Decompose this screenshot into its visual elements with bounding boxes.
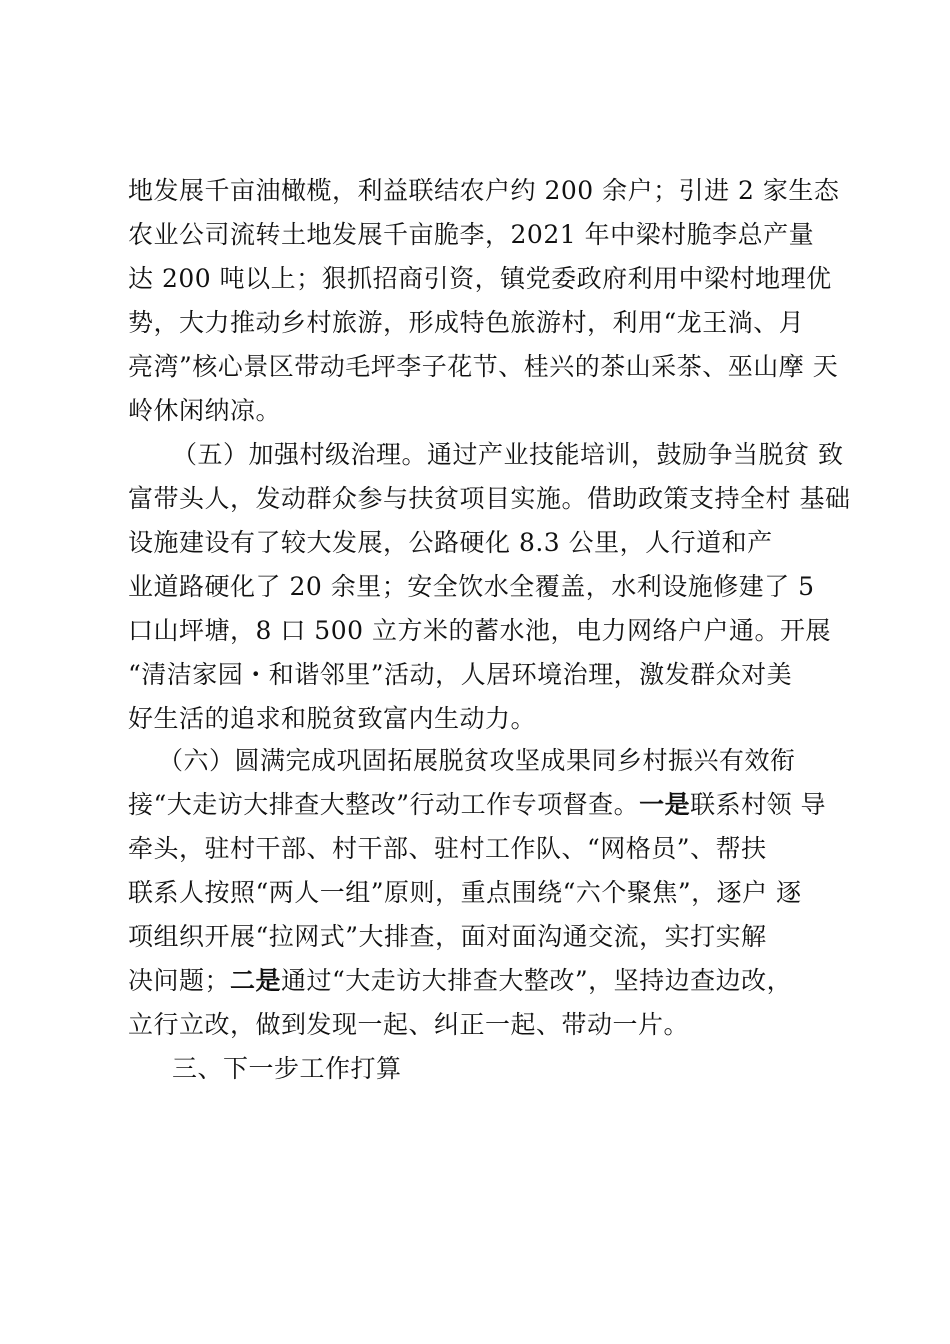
text-run: 接“大走访大排查大整改”行动工作专项督查。	[128, 790, 640, 819]
text-line: 富带头人，发动群众参与扶贫项目实施。借助政策支持全村 基础	[128, 484, 851, 513]
text-line: 业道路硬化了 20 余里；安全饮水全覆盖，水利设施修建了 5	[128, 572, 815, 601]
text-line: 联系人按照“两人一组”原则，重点围绕“六个聚焦”，逐户 逐	[128, 878, 802, 907]
text-run: 决问题；	[128, 966, 231, 995]
text-run: 通过“大走访大排查大整改”，坚持边查边改，	[281, 966, 793, 995]
bold-text-run: 二是	[230, 966, 282, 995]
text-line: 口山坪塘，8 口 500 立方米的蓄水池，电力网络户户通。开展	[128, 616, 831, 645]
text-line: （六）圆满完成巩固拓展脱贫攻坚成果同乡村振兴有效衔	[158, 746, 796, 775]
text-line: 地发展千亩油橄榄，利益联结农户约 200 余户；引进 2 家生态	[128, 176, 840, 205]
text-line: 达 200 吨以上；狠抓招商引资，镇党委政府利用中梁村地理优	[128, 264, 832, 293]
text-line: 农业公司流转土地发展千亩脆李，2021 年中梁村脆李总产量	[128, 220, 815, 249]
text-line: 牵头，驻村干部、村干部、驻村工作队、“网格员”、帮扶	[128, 834, 767, 863]
text-line: 势，大力推动乡村旅游，形成特色旅游村，利用“龙王淌、月	[128, 308, 805, 337]
text-line	[128, 964, 792, 998]
text-line: “清洁家园・和谐邻里”活动，人居环境治理，激发群众对美	[128, 660, 793, 689]
text-line: 岭休闲纳凉。	[128, 396, 282, 425]
text-line: 亮湾”核心景区带动毛坪李子花节、桂兴的茶山采茶、巫山摩 天	[128, 352, 839, 381]
section-heading: 三、下一步工作打算	[172, 1054, 402, 1083]
text-line: 项组织开展“拉网式”大排查，面对面沟通交流，实打实解	[128, 922, 767, 951]
text-run: 联系村领 导	[690, 790, 827, 819]
text-line: 好生活的追求和脱贫致富内生动力。	[128, 704, 537, 733]
text-line	[128, 788, 826, 822]
bold-text-run: 一是	[639, 790, 691, 819]
text-line: （五）加强村级治理。通过产业技能培训，鼓励争当脱贫 致	[172, 440, 844, 469]
text-line: 设施建设有了较大发展，公路硬化 8.3 公里，人行道和产	[128, 528, 773, 557]
text-line: 立行立改，做到发现一起、纠正一起、带动一片。	[128, 1010, 690, 1039]
